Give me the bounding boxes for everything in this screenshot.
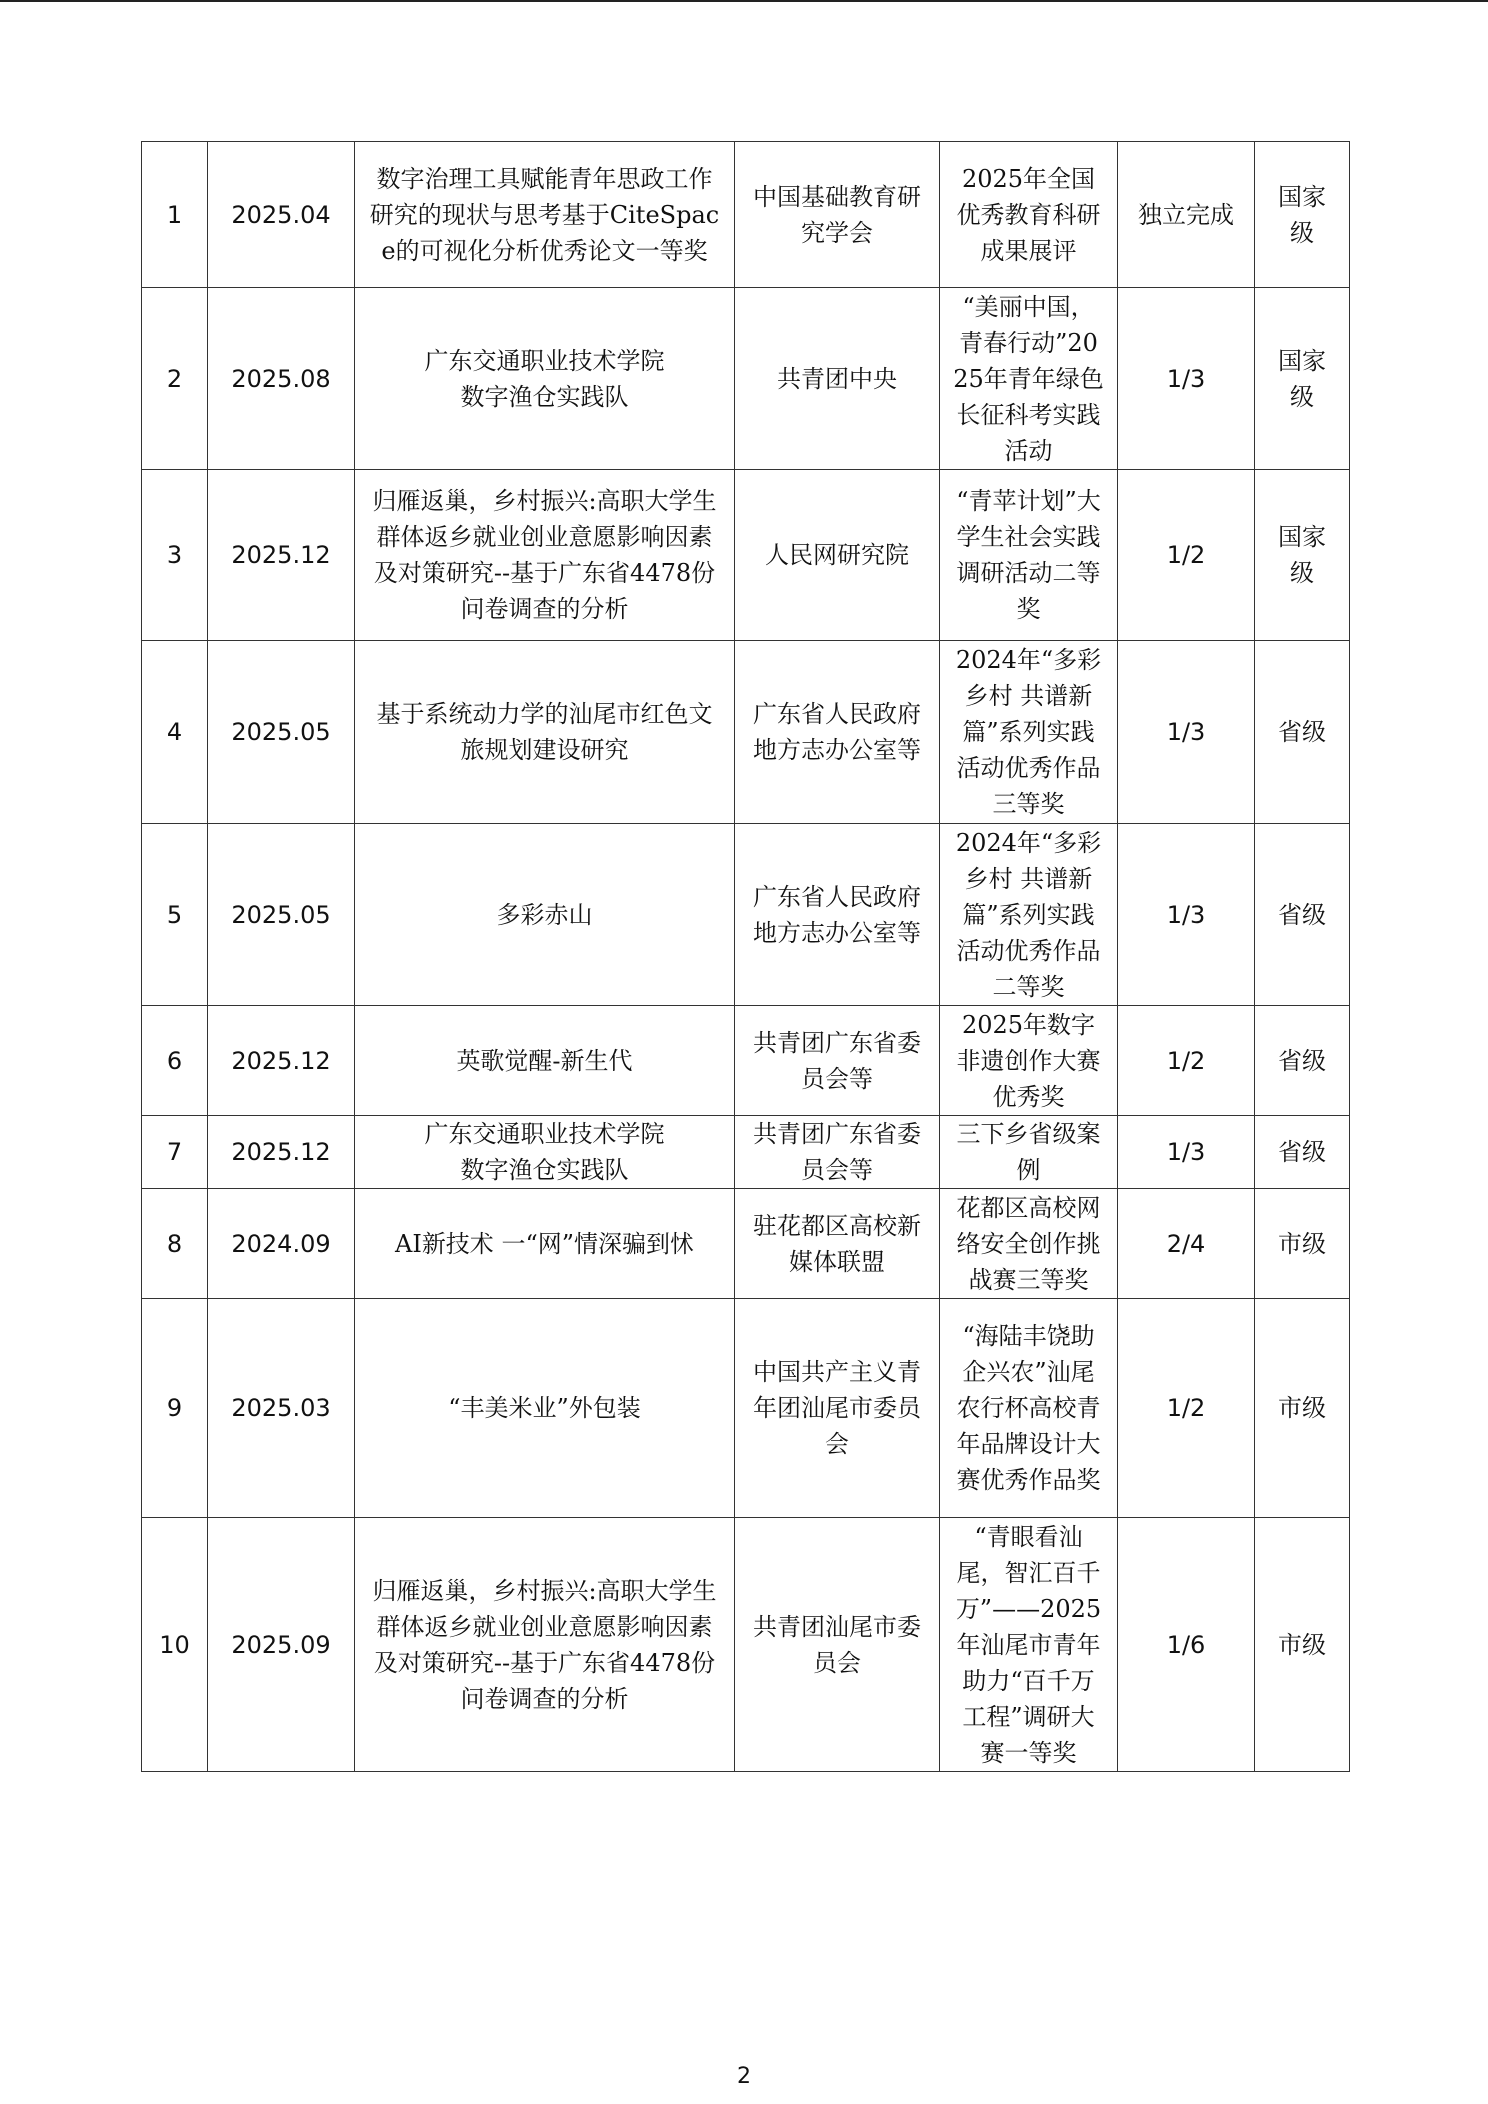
cell-organizer: 共青团广东省委员会等 bbox=[735, 1006, 940, 1116]
table-row bbox=[142, 470, 1350, 641]
table-row bbox=[142, 1006, 1350, 1116]
cell-title: “丰美米业”外包装 bbox=[355, 1299, 735, 1518]
cell-date: 2025.12 bbox=[208, 1116, 355, 1189]
cell-share: 2/4 bbox=[1118, 1189, 1255, 1299]
cell-organizer: 共青团广东省委员会等 bbox=[735, 1116, 940, 1189]
cell-award: 花都区高校网络安全创作挑战赛三等奖 bbox=[940, 1189, 1118, 1299]
cell-date: 2025.12 bbox=[208, 470, 355, 641]
cell-number: 5 bbox=[142, 824, 208, 1006]
cell-level: 省级 bbox=[1255, 641, 1350, 824]
cell-date: 2024.09 bbox=[208, 1189, 355, 1299]
top-border-line bbox=[0, 0, 1488, 2]
cell-number: 6 bbox=[142, 1006, 208, 1116]
cell-organizer: 共青团中央 bbox=[735, 288, 940, 470]
cell-date: 2025.05 bbox=[208, 641, 355, 824]
cell-level: 市级 bbox=[1255, 1189, 1350, 1299]
table-row bbox=[142, 1189, 1350, 1299]
cell-level: 市级 bbox=[1255, 1518, 1350, 1772]
cell-number: 10 bbox=[142, 1518, 208, 1772]
cell-share: 1/3 bbox=[1118, 824, 1255, 1006]
cell-award: 2025年数字非遗创作大赛优秀奖 bbox=[940, 1006, 1118, 1116]
cell-award: 2024年“多彩乡村 共谱新篇”系列实践活动优秀作品三等奖 bbox=[940, 641, 1118, 824]
cell-title: 英歌觉醒-新生代 bbox=[355, 1006, 735, 1116]
cell-share: 1/2 bbox=[1118, 1299, 1255, 1518]
cell-share: 独立完成 bbox=[1118, 142, 1255, 288]
cell-number: 2 bbox=[142, 288, 208, 470]
cell-title: AI新技术 一“网”情深骗到怵 bbox=[355, 1189, 735, 1299]
cell-level: 省级 bbox=[1255, 1116, 1350, 1189]
cell-date: 2025.03 bbox=[208, 1299, 355, 1518]
cell-title: 归雁返巢，乡村振兴:高职大学生群体返乡就业创业意愿影响因素及对策研究--基于广东省4478份问卷调查的分析 bbox=[355, 470, 735, 641]
cell-award: 三下乡省级案例 bbox=[940, 1116, 1118, 1189]
cell-share: 1/6 bbox=[1118, 1518, 1255, 1772]
cell-level: 国家级 bbox=[1255, 288, 1350, 470]
cell-organizer: 驻花都区高校新媒体联盟 bbox=[735, 1189, 940, 1299]
cell-title: 数字治理工具赋能青年思政工作研究的现状与思考基于CiteSpace的可视化分析优秀论文一等奖 bbox=[355, 142, 735, 288]
cell-number: 1 bbox=[142, 142, 208, 288]
cell-title: 广东交通职业技术学院 数字渔仓实践队 bbox=[355, 1116, 735, 1189]
cell-level: 国家级 bbox=[1255, 142, 1350, 288]
cell-number: 4 bbox=[142, 641, 208, 824]
cell-date: 2025.04 bbox=[208, 142, 355, 288]
cell-award: “美丽中国，青春行动”2025年青年绿色长征科考实践活动 bbox=[940, 288, 1118, 470]
cell-organizer: 中国基础教育研究学会 bbox=[735, 142, 940, 288]
cell-award: “海陆丰饶助企兴农”汕尾农行杯高校青年品牌设计大赛优秀作品奖 bbox=[940, 1299, 1118, 1518]
cell-share: 1/2 bbox=[1118, 1006, 1255, 1116]
cell-title: 广东交通职业技术学院 数字渔仓实践队 bbox=[355, 288, 735, 470]
cell-share: 1/3 bbox=[1118, 641, 1255, 824]
cell-number: 9 bbox=[142, 1299, 208, 1518]
cell-award: “青眼看汕尾，智汇百千万”——2025年汕尾市青年助力“百千万工程”调研大赛一等奖 bbox=[940, 1518, 1118, 1772]
cell-award: 2025年全国优秀教育科研成果展评 bbox=[940, 142, 1118, 288]
cell-share: 1/2 bbox=[1118, 470, 1255, 641]
cell-organizer: 人民网研究院 bbox=[735, 470, 940, 641]
cell-number: 8 bbox=[142, 1189, 208, 1299]
cell-organizer: 共青团汕尾市委员会 bbox=[735, 1518, 940, 1772]
cell-title: 归雁返巢，乡村振兴:高职大学生群体返乡就业创业意愿影响因素及对策研究--基于广东省4478份问卷调查的分析 bbox=[355, 1518, 735, 1772]
table-row bbox=[142, 641, 1350, 824]
cell-share: 1/3 bbox=[1118, 1116, 1255, 1189]
table-row bbox=[142, 1116, 1350, 1189]
cell-level: 市级 bbox=[1255, 1299, 1350, 1518]
cell-award: 2024年“多彩乡村 共谱新篇”系列实践活动优秀作品二等奖 bbox=[940, 824, 1118, 1006]
cell-organizer: 广东省人民政府地方志办公室等 bbox=[735, 824, 940, 1006]
cell-date: 2025.09 bbox=[208, 1518, 355, 1772]
table-row bbox=[142, 1299, 1350, 1518]
cell-level: 省级 bbox=[1255, 1006, 1350, 1116]
table-row bbox=[142, 142, 1350, 288]
cell-date: 2025.12 bbox=[208, 1006, 355, 1116]
table-row bbox=[142, 288, 1350, 470]
cell-share: 1/3 bbox=[1118, 288, 1255, 470]
cell-award: “青苹计划”大学生社会实践调研活动二等奖 bbox=[940, 470, 1118, 641]
table-row bbox=[142, 1518, 1350, 1772]
cell-organizer: 广东省人民政府地方志办公室等 bbox=[735, 641, 940, 824]
cell-level: 国家级 bbox=[1255, 470, 1350, 641]
table-row bbox=[142, 824, 1350, 1006]
cell-number: 3 bbox=[142, 470, 208, 641]
cell-title: 基于系统动力学的汕尾市红色文旅规划建设研究 bbox=[355, 641, 735, 824]
cell-date: 2025.08 bbox=[208, 288, 355, 470]
cell-date: 2025.05 bbox=[208, 824, 355, 1006]
cell-title: 多彩赤山 bbox=[355, 824, 735, 1006]
page-number: 2 bbox=[737, 2064, 751, 2089]
cell-number: 7 bbox=[142, 1116, 208, 1189]
cell-level: 省级 bbox=[1255, 824, 1350, 1006]
awards-table bbox=[141, 141, 1350, 1772]
cell-organizer: 中国共产主义青年团汕尾市委员会 bbox=[735, 1299, 940, 1518]
